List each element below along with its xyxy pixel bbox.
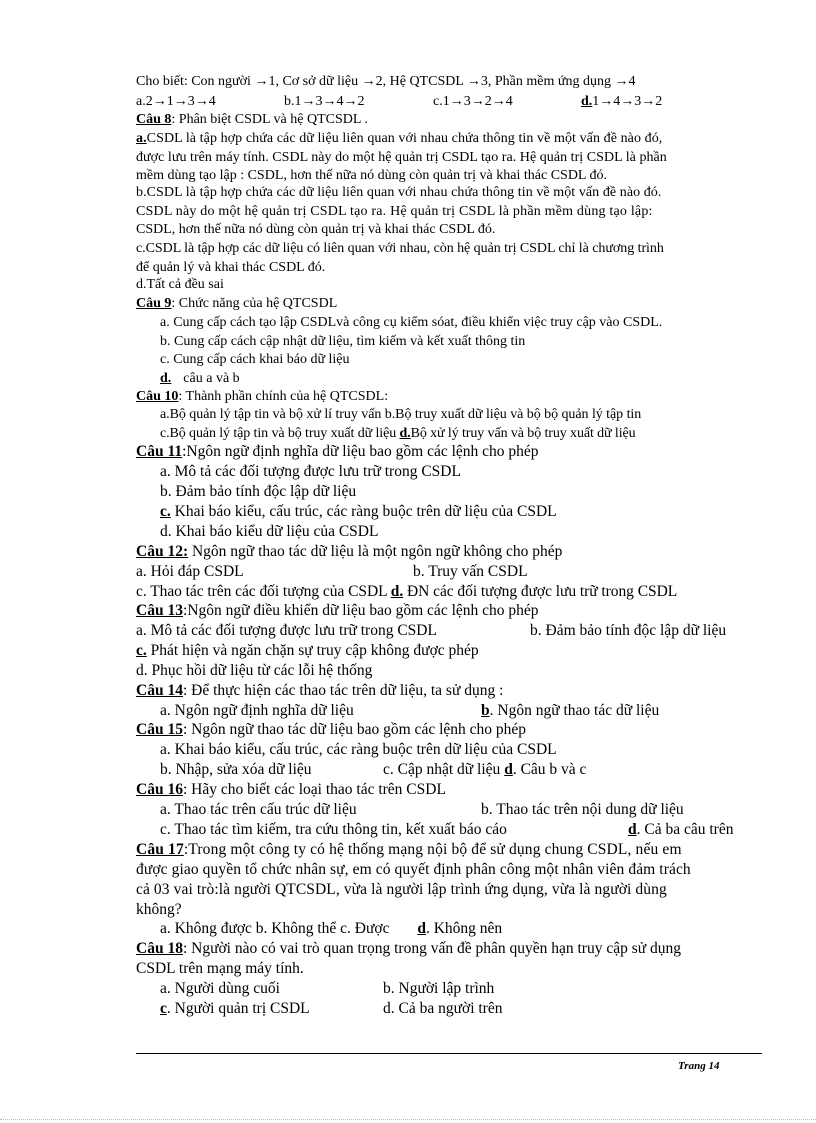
question-11-option-c: c. Khai báo kiểu, cấu trúc, các ràng buộc trên dữ liệu của CSDL xyxy=(160,503,557,520)
text-line: mềm dùng tạo lập : CSDL, hơn thế nữa nó dùng còn quản trị và khai thác CSDL đó. xyxy=(136,168,607,183)
answer-marker: c. xyxy=(136,642,147,659)
question-label: Câu 16 xyxy=(136,781,183,798)
question-label: Câu 12: xyxy=(136,543,189,560)
question-14-option-a: a. Ngôn ngữ định nghĩa dữ liệu xyxy=(160,702,354,719)
question-label: Câu 10 xyxy=(136,389,179,404)
question-18-option-d: d. Cả ba người trên xyxy=(383,1000,503,1017)
intro-option-d: d.1→4→3→2 xyxy=(581,94,663,109)
question-label: Câu 18 xyxy=(136,940,183,957)
question-18-option-a: a. Người dùng cuối xyxy=(160,980,280,997)
question-13-option-d: d. Phục hồi dữ liệu từ các lỗi hệ thống xyxy=(136,662,373,679)
text-line: CSDL, hơn thế nữa nó dùng còn quản trị và khai thác CSDL đó. xyxy=(136,222,496,237)
answer-marker: c. xyxy=(160,503,171,520)
question-label: Câu 14 xyxy=(136,682,183,699)
answer-marker: d. xyxy=(581,94,593,109)
question-9-option-b: b. Cung cấp cách cập nhật dữ liệu, tìm kiếm và kết xuất thông tin xyxy=(160,334,526,349)
answer-marker: b xyxy=(481,702,490,719)
question-11-option-a: a. Mô tả các đối tượng được lưu trữ trong CSDL xyxy=(160,463,461,480)
question-10-options-ab: a.Bộ quản lý tập tin và bộ xử lí truy vấn b.Bộ truy xuất dữ liệu và bộ bộ quản lý tập tin xyxy=(160,407,642,422)
question-8-option-b: b.CSDL là tập hợp chứa các dữ liệu liên quan với nhau chứa thông tin về một vấn đề nào đó. xyxy=(136,185,662,200)
answer-marker: d. xyxy=(399,426,411,441)
question-15-heading: Câu 15: Ngôn ngữ thao tác dữ liệu bao gồm các lệnh cho phép xyxy=(136,721,527,738)
question-9-option-a: a. Cung cấp cách tạo lập CSDLvà công cụ kiểm sóat, điều khiển việc truy cập vào CSDL. xyxy=(160,315,663,330)
text-line: cả 03 vai trò:là người QTCSDL, vừa là người lập trình ứng dụng, vừa là người dùng xyxy=(136,881,667,898)
intro-option-c: c.1→3→2→4 xyxy=(433,94,513,109)
question-label: Câu 13 xyxy=(136,602,183,619)
answer-marker: d xyxy=(628,821,637,838)
question-8-option-d: d.Tất cả đều sai xyxy=(136,277,224,292)
question-18-option-b: b. Người lập trình xyxy=(383,980,495,997)
intro-line: Cho biết: Con người →1, Cơ sở dữ liệu →2, Hệ QTCSDL →3, Phần mềm ứng dụng →4 xyxy=(136,74,636,89)
intro-option-b: b.1→3→4→2 xyxy=(284,94,365,109)
question-16-option-c: c. Thao tác tìm kiếm, tra cứu thông tin, kết xuất báo cáo xyxy=(160,821,507,838)
question-8-option-c: c.CSDL là tập hợp các dữ liệu có liên quan với nhau, còn hệ quản trị CSDL chỉ là chương trình xyxy=(136,241,664,256)
intro-option-a: a.2→1→3→4 xyxy=(136,94,216,109)
answer-marker: d. xyxy=(390,583,404,600)
question-13-option-a: a. Mô tả các đối tượng được lưu trữ trong CSDL xyxy=(136,622,437,639)
question-10-options-cd: c.Bộ quản lý tập tin và bộ truy xuất dữ liệu d.Bộ xử lý truy vấn và bộ truy xuất dữ liệu xyxy=(160,426,636,441)
footer-rule xyxy=(136,1053,762,1054)
question-13-option-c: c. Phát hiện và ngăn chặn sự truy cập không được phép xyxy=(136,642,479,659)
text-line: được lưu trên máy tính. CSDL này do một hệ quản trị CSDL tạo ra. Hệ quản trị CSDL là phần xyxy=(136,150,667,165)
text-line: CSDL trên mạng máy tính. xyxy=(136,960,304,977)
question-13-heading: Câu 13:Ngôn ngữ điều khiển dữ liệu bao gồm các lệnh cho phép xyxy=(136,602,539,619)
question-15-option-b: b. Nhập, sửa xóa dữ liệu xyxy=(160,761,312,778)
question-18-heading: Câu 18: Người nào có vai trò quan trọng trong vấn đề phân quyền hạn truy cập sử dụng xyxy=(136,940,682,957)
question-10-heading: Câu 10: Thành phần chính của hệ QTCSDL: xyxy=(136,389,389,404)
text-line: để quản lý và khai thác CSDL đó. xyxy=(136,260,326,275)
question-9-heading: Câu 9: Chức năng của hệ QTCSDL xyxy=(136,296,338,311)
question-15-options-cd: c. Cập nhật dữ liệu d. Câu b và c xyxy=(383,761,587,778)
text-line: không? xyxy=(136,901,182,918)
question-16-option-d: d. Cả ba câu trên xyxy=(628,821,734,838)
question-label: Câu 17 xyxy=(136,841,184,858)
answer-marker: d. xyxy=(160,371,172,386)
answer-marker: c xyxy=(160,1000,167,1017)
question-9-option-c: c. Cung cấp cách khai báo dữ liệu xyxy=(160,352,350,367)
question-17-options: a. Không được b. Không thể c. Được d. Không nên xyxy=(160,920,503,937)
question-9-option-d: d. câu a và b xyxy=(160,371,240,386)
question-12-option-b: b. Truy vấn CSDL xyxy=(413,563,528,580)
question-11-heading: Câu 11:Ngôn ngữ định nghĩa dữ liệu bao gồm các lệnh cho phép xyxy=(136,443,539,460)
question-8-option-a: a.CSDL là tập hợp chứa các dữ liệu liên quan với nhau chứa thông tin về một vấn đề nào đó, xyxy=(136,131,663,146)
question-16-heading: Câu 16: Hãy cho biết các loại thao tác trên CSDL xyxy=(136,781,446,798)
question-13-option-b: b. Đảm bảo tính độc lập dữ liệu xyxy=(530,622,727,639)
question-label: Câu 15 xyxy=(136,721,183,738)
page-number: Trang 14 xyxy=(678,1060,720,1072)
text-line: được giao quyền tổ chức nhân sự, em có quyết định phân công một nhân viên đảm trách xyxy=(136,861,691,878)
question-8-heading: Câu 8: Phân biệt CSDL và hệ QTCSDL . xyxy=(136,112,368,127)
question-label: Câu 9 xyxy=(136,296,172,311)
question-16-option-a: a. Thao tác trên cấu trúc dữ liệu xyxy=(160,801,357,818)
page-edge-divider xyxy=(0,1119,816,1120)
question-15-option-a: a. Khai báo kiểu, cấu trúc, các ràng buộc trên dữ liệu của CSDL xyxy=(160,741,557,758)
question-12-heading: Câu 12: Ngôn ngữ thao tác dữ liệu là một ngôn ngữ không cho phép xyxy=(136,543,563,560)
text-line: CSDL này do một hệ quản trị CSDL tạo ra. Hệ quản trị CSDL là phần mềm dùng tạo lập: xyxy=(136,204,653,219)
answer-marker: d xyxy=(417,920,426,937)
answer-marker: d xyxy=(504,761,513,778)
question-17-heading: Câu 17:Trong một công ty có hệ thống mạng nội bộ để sử dụng chung CSDL, nếu em xyxy=(136,841,682,858)
question-12-option-a: a. Hỏi đáp CSDL xyxy=(136,563,244,580)
question-12-options-cd: c. Thao tác trên các đối tượng của CSDL d. ĐN các đối tượng được lưu trữ trong CSDL xyxy=(136,583,678,600)
question-14-option-b: b. Ngôn ngữ thao tác dữ liệu xyxy=(481,702,660,719)
question-label: Câu 11 xyxy=(136,443,183,460)
question-16-option-b: b. Thao tác trên nội dung dữ liệu xyxy=(481,801,684,818)
question-18-option-c: c. Người quản trị CSDL xyxy=(160,1000,310,1017)
question-11-option-d: d. Khai báo kiểu dữ liệu của CSDL xyxy=(160,523,379,540)
question-11-option-b: b. Đảm bảo tính độc lập dữ liệu xyxy=(160,483,357,500)
answer-marker: a. xyxy=(136,131,147,146)
question-label: Câu 8 xyxy=(136,112,172,127)
question-14-heading: Câu 14: Để thực hiện các thao tác trên dữ liệu, ta sử dụng : xyxy=(136,682,504,699)
